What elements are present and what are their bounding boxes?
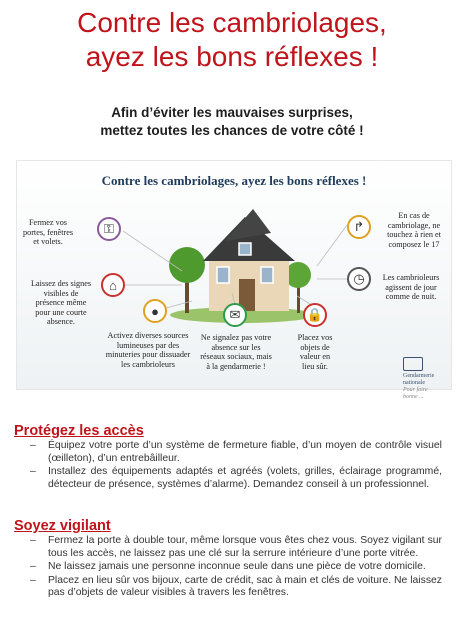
key-icon: ⚿	[97, 217, 121, 241]
list-item: – Fermez la porte à double tour, même lorsque vous êtes chez vous. Soyez vigilant sur tous les accès, ne laissez pas une clé sur la serrure intérieure d’une porte vitrée.	[28, 535, 442, 560]
gendarmerie-emblem	[403, 357, 423, 371]
section-heading-vigilant-text: Soyez vigilant	[14, 518, 111, 534]
section-heading-vigilant	[14, 518, 111, 534]
logo-text: Gendarmerie nationale	[403, 373, 435, 386]
section-heading-protect-text: Protégez les accès	[14, 423, 144, 439]
title-line-2: ayez les bons réflexes !	[85, 41, 379, 72]
list-item: – Équipez votre porte d’un système de fermeture fiable, d’un moyen de contrôle visuel (œilleton), d’un entrebâilleur.	[28, 440, 442, 465]
protect-list	[28, 440, 442, 492]
list-item: – Ne laissez jamais une personne inconnue seule dans une pièce de votre domicile.	[28, 561, 442, 574]
section-heading-protect	[14, 423, 144, 439]
house-icon: ⌂	[101, 273, 125, 297]
clock-icon: ◷	[347, 267, 371, 291]
vigilant-list	[28, 535, 442, 601]
lightbulb-icon: ●	[143, 299, 167, 323]
tip-signs-of-presence: Laissez des signes visibles de présence même pour une courte absence.	[30, 279, 92, 326]
tip-social-networks: Ne signalez pas votre absence sur les réseaux sociaux, mais à la gendarmerie !	[200, 333, 272, 371]
envelope-icon: ✉	[223, 303, 247, 327]
tip-call-17: En cas de cambriolage, ne touchez à rien et composez le 17	[387, 211, 441, 249]
tip-valuables-safe: Placez vos objets de valeur en lieu sûr.	[297, 333, 333, 371]
page-title	[0, 6, 464, 74]
phone-arrow-icon: ↱	[347, 215, 371, 239]
padlock-icon: 🔒	[303, 303, 327, 327]
tip-close-openings: Fermez vos portes, fenêtres et volets.	[23, 218, 74, 246]
logo-tagline: Pour faire bonne ...	[403, 387, 428, 400]
title-line-1: Contre les cambriolages,	[77, 7, 387, 38]
tip-light-timers: Activez diverses sources lumineuses par des minuteries pour dissuader les cambrioleurs	[105, 331, 191, 369]
subtitle-line-1: Afin d’éviter les mauvaises surprises,	[111, 105, 353, 120]
infographic-title: Contre les cambriolages, ayez les bons réflexes !	[101, 173, 367, 188]
tip-day-and-night: Les cambrioleurs agissent de jour comme de nuit.	[382, 273, 440, 301]
subtitle-line-2: mettez toutes les chances de votre côté !	[100, 123, 364, 138]
gendarmerie-logo	[403, 357, 443, 401]
list-item: – Installez des équipements adaptés et agréés (volets, grilles, éclairage programmé, détecteur de présence, systèmes d’alarme). Demandez conseil à un professionnel.	[28, 466, 442, 491]
infographic	[16, 160, 452, 400]
list-item: – Placez en lieu sûr vos bijoux, carte de crédit, sac à main et clés de voiture. Ne laissez pas d’objets de valeur visibles à travers les fenêtres.	[28, 575, 442, 600]
page-subtitle	[0, 104, 464, 140]
